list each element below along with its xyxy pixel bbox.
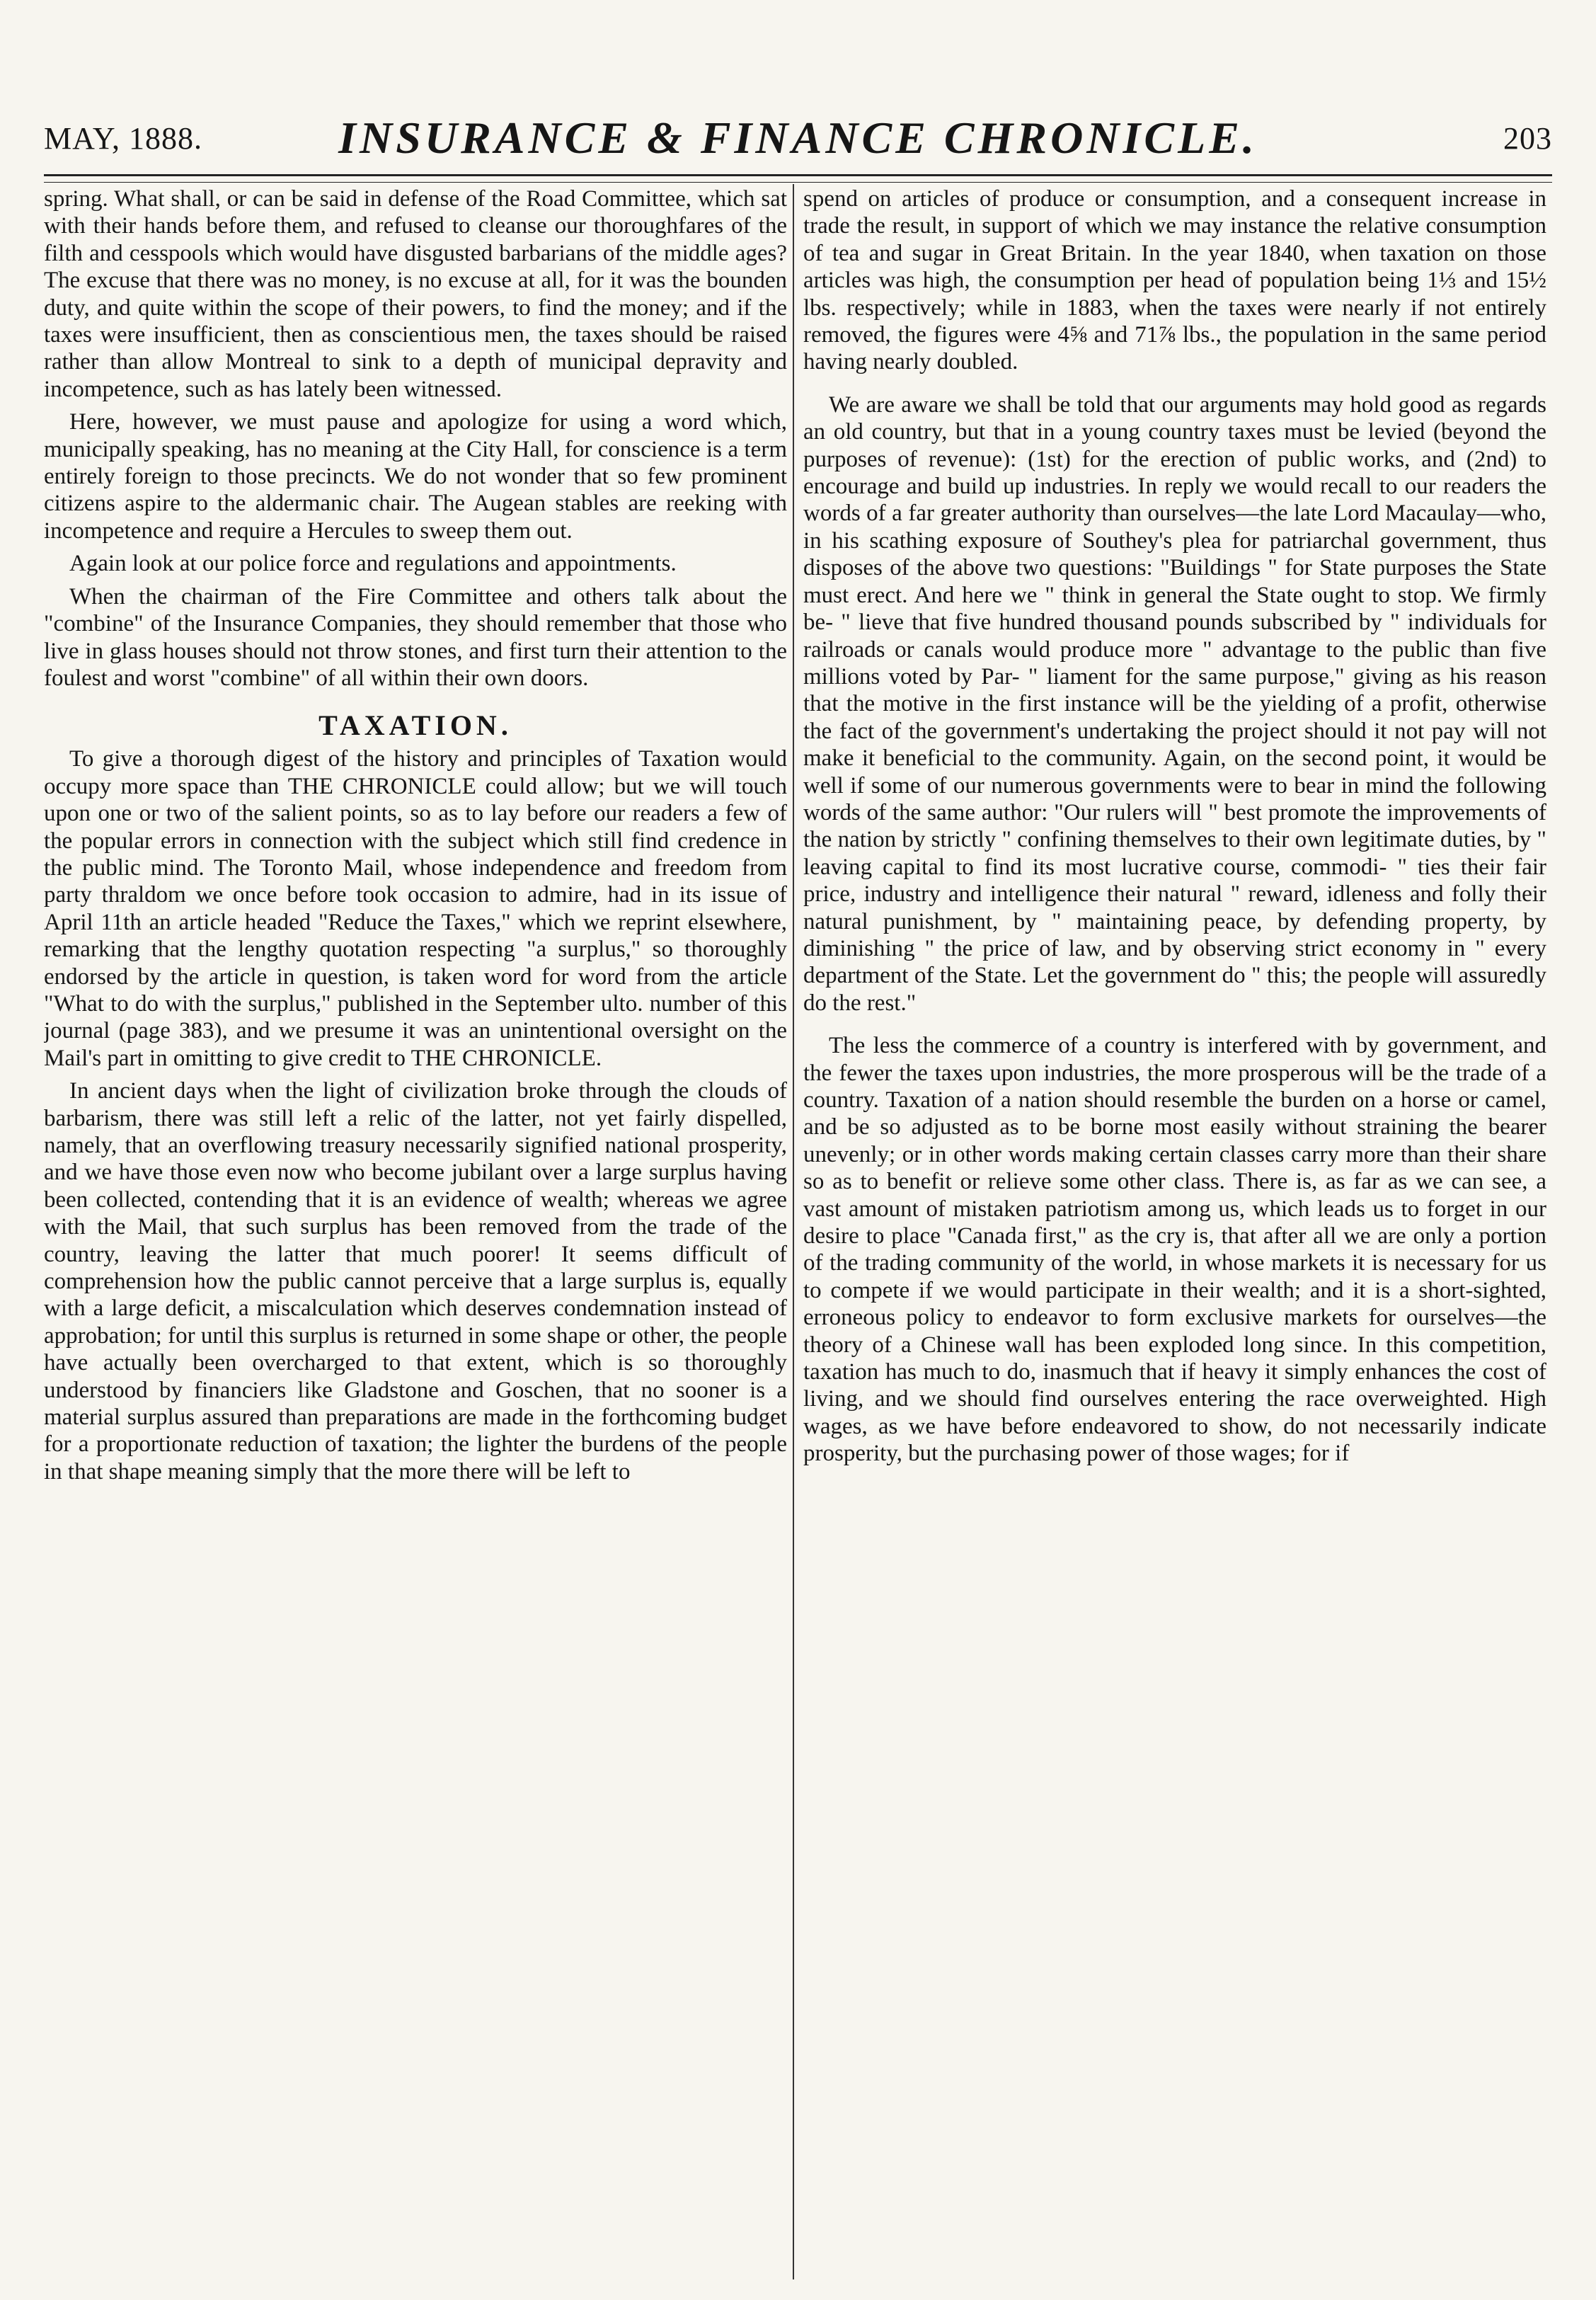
paragraph: Here, however, we must pause and apologize for using a word which, municipally speaking, has no meaning at the City Hall, for conscience is a term entirely foreign to those precincts. We do not wonder that so few prominent citizens aspire to the aldermanic chair. The Augean stables are reeking with incompetence and require a Hercules to sweep them out.	[44, 409, 787, 544]
paragraph: We are aware we shall be told that our arguments may hold good as regards an old country, but that in a young country taxes must be levied (beyond the purposes of revenue): (1st) for the erection of public works, and (2nd) to encourage and build up industries. In reply we would recall to our readers the words of a far greater authority than ourselves—the late Lord Macaulay—who, in his scathing exposure of Southey's plea for patriarchal government, thus disposes of the above two questions: "Buildings " for State purposes the State must erect. And here we " think in general the State ought to stop. We firmly be- " lieve that five hundred thousand pounds subscribed by " individuals for railroads or canals would produce more " advantage to the public than five millions voted by Par- " liament for the same purpose," giving as his reason that the motive in the first instance will be the yielding of a profit, otherwise the fact of the government's undertaking the project should it not pay will not make it beneficial to the community. Again, on the second point, it would be well if some of our numerous governments were to bear in mind the following words of the same author: "Our rulers will " best promote the improvements of the nation by strictly " confining themselves to their own legitimate duties, by " leaving capital to find its most lucrative course, commodi- " ties their fair price, industry and intelligence their natural " reward, idleness and folly their natural punishment, by " maintaining peace, by defending property, by diminishing " the price of law, and by observing strict economy in " every department of the State. Let the government do " this; the people will assuredly do the rest."	[803, 391, 1546, 1016]
paragraph: In ancient days when the light of civilization broke through the clouds of barbarism, there was still left a relic of the latter, not yet fairly dispelled, namely, that an overflowing treasury necessarily signified national prosperity, and we have those even now who become jubilant over a large surplus having been collected, contending that it is an evidence of wealth; whereas we agree with the Mail, that such surplus has been removed from the trade of the country, leaving the latter that much poorer! It seems difficult of comprehension how the public cannot perceive that a large surplus is, equally with a large deficit, a miscalculation which deserves condemnation instead of approbation; for until this surplus is returned in some shape or other, the people have actually been overcharged to that extent, which is so thoroughly understood by financiers like Gladstone and Goschen, that no sooner is a material surplus assured than preparations are made in the forthcoming budget for a proportionate reduction of taxation; the lighter the burdens of the people in that shape meaning simply that the more there will be left to	[44, 1078, 787, 1484]
left-column	[44, 185, 787, 2288]
paragraph: When the chairman of the Fire Committee and others talk about the "combine" of the Insurance Companies, they should remember that those who live in glass houses should not throw stones, and first turn their attention to the foulest and worst "combine" of all within their own doors.	[44, 583, 787, 691]
masthead	[44, 106, 1552, 170]
page-number: 203	[1503, 120, 1552, 156]
masthead-rule	[44, 174, 1552, 183]
paragraph: spring. What shall, or can be said in defense of the Road Committee, which sat with their hands before them, and refused to cleanse our thoroughfares of the filth and cesspools which would have disgusted barbarians of the middle ages? The excuse that there was no money, is no excuse at all, for it was the bounden duty, and quite within the scope of their powers, to find the money; and if the taxes were insufficient, then as conscientious men, the taxes should be raised rather than allow Montreal to sink to a depth of municipal depravity and incompetence, such as has lately been witnessed.	[44, 186, 787, 402]
article-heading: TAXATION.	[318, 709, 512, 742]
right-column	[803, 185, 1546, 2288]
issue-date: MAY, 1888.	[44, 120, 202, 156]
paragraph: To give a thorough digest of the history and principles of Taxation would occupy more space than THE CHRONICLE could allow; but we will touch upon one or two of the salient points, so as to lay before our readers a few of the popular errors in connection with the subject which still find credence in the public mind. The Toronto Mail, whose independence and freedom from party thraldom we once before took occasion to admire, had in its issue of April 11th an article headed "Reduce the Taxes," which we reprint elsewhere, remarking that the lengthy quotation respecting "a surplus," so thoroughly endorsed by the article in question, is taken word for word from the article "What to do with the surplus," published in the September ulto. number of this journal (page 383), and we presume it was an unintentional oversight on the Mail's part in omitting to give credit to THE CHRONICLE.	[44, 746, 787, 1071]
paragraph-gap	[803, 1022, 1546, 1032]
paragraph-gap	[803, 382, 1546, 391]
column-divider	[793, 184, 794, 2279]
paragraph: spend on articles of produce or consumption, and a consequent increase in trade the result, in support of which we may instance the relative consumption of tea and sugar in Great Britain. In the year 1840, when taxation on those articles was high, the consumption per head of population being 1⅓ and 15½ lbs. respectively; while in 1883, when the taxes were nearly if not entirely removed, the figures were 4⅝ and 71⅞ lbs., the population in the same period having nearly doubled.	[803, 186, 1546, 375]
publication-title: INSURANCE & FINANCE CHRONICLE.	[338, 113, 1258, 163]
paragraph: The less the commerce of a country is interfered with by government, and the fewer the taxes upon industries, the more prosperous will be the trade of a country. Taxation of a nation should resemble the burden on a horse or camel, and be so adjusted as to be borne most easily without straining the bearer unevenly; or in other words making certain classes carry more than their share so as to benefit or relieve some other class. There is, as far as we can see, a vast amount of mistaken patriotism among us, which leads us to forget in our desire to place "Canada first," as the cry is, that after all we are only a portion of the trading community of the world, in whose markets it is necessary for us to compete if we would participate in their wealth; and it is a short-sighted, erroneous policy to endeavor to form exclusive markets for ourselves—the theory of a Chinese wall has been exploded long since. In this competition, taxation has much to do, inasmuch that if heavy it simply enhances the cost of living, and we should find ourselves entering the race overweighted. High wages, as we have before endeavored to show, do not necessarily indicate prosperity, but the purchasing power of those wages; for if	[803, 1033, 1546, 1467]
paragraph: Again look at our police force and regulations and appointments.	[69, 551, 677, 577]
